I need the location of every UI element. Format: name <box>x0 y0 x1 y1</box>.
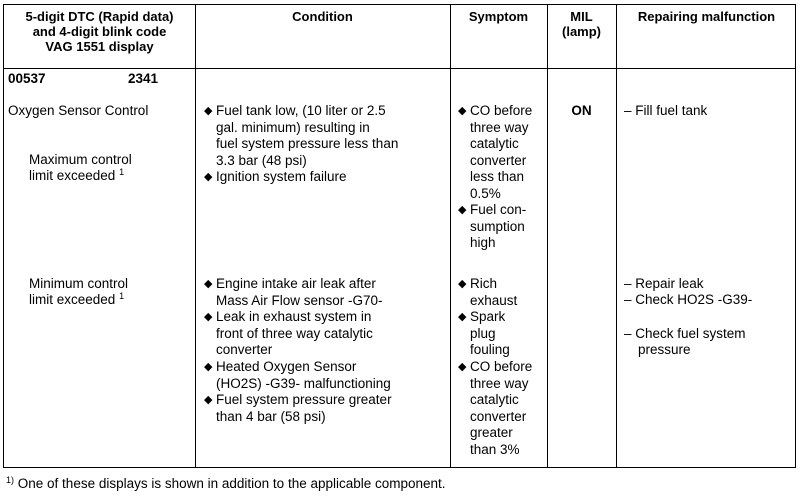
bullet-icon: ◆ <box>204 171 213 183</box>
blink-code: 2341 <box>128 71 159 86</box>
repair-item: – Check fuel system <box>624 326 746 341</box>
header-dtc: 5-digit DTC (Rapid data) and 4-digit blink code VAG 1551 display <box>25 9 174 54</box>
footnote-mark: 1) <box>6 475 15 485</box>
header-condition: Condition <box>292 9 353 24</box>
max-limit-line: Maximum control <box>29 152 132 167</box>
dtc-code: 00537 <box>8 71 46 86</box>
footnote-ref: 1 <box>119 291 125 301</box>
bullet-icon: ◆ <box>204 311 213 323</box>
bullet-icon: ◆ <box>204 361 213 373</box>
min-limit-label: limit exceeded $^1$ <box>29 291 125 307</box>
repair-item: – Fill fuel tank <box>624 103 708 118</box>
max-limit-label: limit exceeded $^1$ <box>29 167 125 183</box>
footnote-ref: 1 <box>119 167 125 177</box>
bullet-icon: ◆ <box>204 105 213 117</box>
repair-item: – Repair leak <box>624 276 704 291</box>
column-divider <box>195 5 196 467</box>
bullet-icon: ◆ <box>458 105 467 117</box>
footnote-text: One of these displays is shown in addition to the applicable component. <box>17 476 446 491</box>
bullet-icon: ◆ <box>204 278 213 290</box>
footnote <box>6 476 446 492</box>
bullet-icon: ◆ <box>458 204 467 216</box>
header-repair: Repairing malfunction <box>637 9 776 24</box>
column-divider <box>450 5 451 467</box>
header-symptom: Symptom <box>468 9 529 24</box>
column-divider <box>616 5 617 467</box>
header-mil: MIL (lamp) <box>562 9 601 39</box>
bullet-icon: ◆ <box>458 361 467 373</box>
dtc-title: Oxygen Sensor Control <box>8 103 149 118</box>
bullet-icon: ◆ <box>204 394 213 406</box>
min-limit-line: Minimum control <box>29 276 129 291</box>
column-divider <box>547 5 548 467</box>
header-divider <box>4 68 795 69</box>
mil-status: ON <box>571 103 592 118</box>
dtc-table: 5-digit DTC (Rapid data) and 4-digit blink code VAG 1551 display Condition Symptom MIL (lamp) Repairing malfunction 00537 2341 Oxygen Sensor Control Maximum control limit exceeded $^1$ Minimum control limit exceeded $^1$ ◆ Fuel tank low, (10 liter or 2.5 gal. minimum) resulting in fuel system pressure less than 3.3 bar (48 psi) ◆ Ignition system failure ◆ Engine intake air leak after Mass Air Flow sensor -G70- ◆ Leak in exhaust system in front of three way catalytic converter ◆ Heated Oxygen Sensor (HO2S) -G39- malfunctioning ◆ Fuel system pressure greater than 4 bar (58 psi) ◆ CO before three way catalytic converter less than 0.5% ◆ Fuel con- sumption high ◆ Rich exhaust ◆ Spark plug fouling ◆ CO before three way catalytic converter greater than 3% ON – Fill fuel tank – Repair leak – Check HO2S -G39- – Check fuel system pressure <box>3 4 796 468</box>
bullet-icon: ◆ <box>458 278 467 290</box>
repair-item: – Check HO2S -G39- <box>624 292 753 307</box>
bullet-icon: ◆ <box>458 311 467 323</box>
repair-item-continued: pressure <box>638 342 691 357</box>
